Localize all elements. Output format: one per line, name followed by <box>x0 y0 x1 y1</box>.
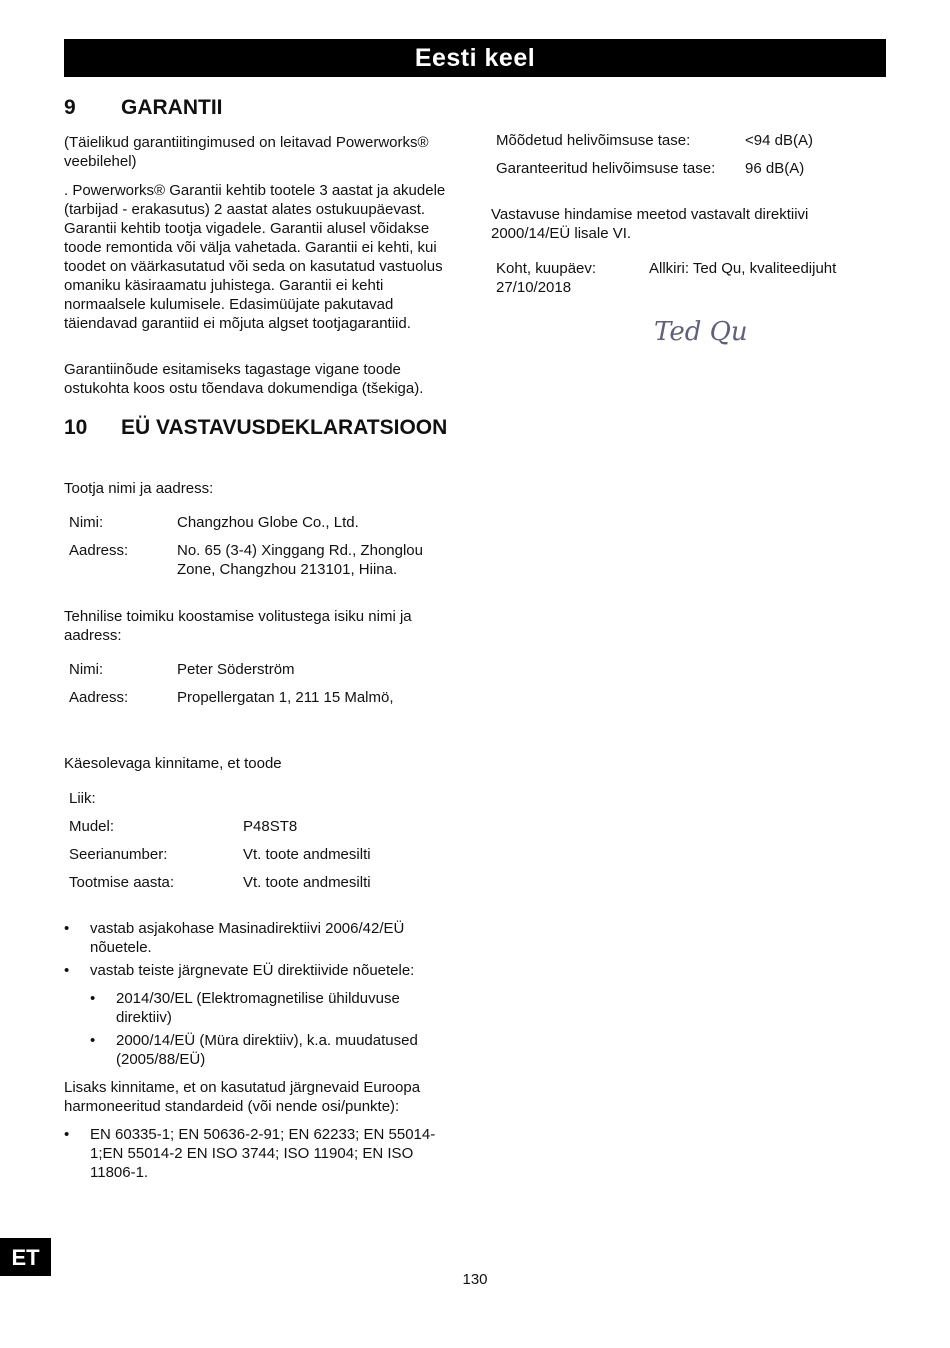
section-10-number: 10 <box>64 416 88 439</box>
product-model-key: Mudel: <box>69 818 115 835</box>
guaranteed-noise-row <box>496 159 886 179</box>
product-type-row <box>69 789 449 809</box>
product-year-key: Tootmise aasta: <box>69 874 175 891</box>
directive-item: • 2014/30/EL (Elektromagnetilise ühilduvuse direktiiv) <box>90 989 450 1027</box>
warranty-intro: (Täielikud garantiitingimused on leitavad Powerworks® veebilehel) <box>64 134 429 170</box>
signature-label: Allkiri: Ted Qu, kvaliteedijuht <box>649 260 837 277</box>
product-type-key: Liik: <box>69 790 96 807</box>
place-date: Koht, kuupäev: 27/10/2018 <box>496 260 597 296</box>
warranty-claim: Garantiinõude esitamiseks tagastage vigane toode ostukohta koos ostu tõendava dokumendiga (tšekiga). <box>64 361 424 397</box>
measured-noise-value: <94 dB(A) <box>745 132 813 149</box>
product-model-value: P48ST8 <box>243 818 298 835</box>
signature-mark: Ted Qu <box>654 317 748 347</box>
manufacturer-name-key: Nimi: <box>69 514 104 531</box>
manufacturer-address-key: Aadress: <box>69 542 129 559</box>
authorized-address-row <box>69 688 449 708</box>
warranty-terms: . Powerworks® Garantii kehtib tootele 3 aastat ja akudele (tarbijad - erakasutus) 2 aastat alates ostukuupäevast. Garantii kehtib tootja vigadele. Garantii alusel võidakse toode remontida või välja vahetada. Garantii ei kehti, kui toodet on väärkasutatud või seda on kasutatud vastuolus omaniku käsiraamatu juhistega. Garantii ei kehti normaalsele kulumisele. Edasimüüjate pakutavad täiendavad garantiid ei mõjuta algset tootjagarantiid. <box>64 182 446 332</box>
product-serial-value: Vt. toote andmesilti <box>243 846 371 863</box>
authorized-address-key: Aadress: <box>69 689 129 706</box>
manufacturer-name-value: Changzhou Globe Co., Ltd. <box>177 514 359 531</box>
measured-noise-key: Mõõdetud helivõimsuse tase: <box>496 132 691 149</box>
section-10-heading <box>64 416 464 464</box>
signature-image <box>652 308 772 350</box>
page-number: 130 <box>462 1271 488 1288</box>
authorized-name-value: Peter Söderström <box>177 661 295 678</box>
standards-list <box>64 1125 459 1186</box>
language-title: Eesti keel <box>414 43 536 72</box>
standards-item: • EN 60335-1; EN 50636-2-91; EN 62233; EN 55014-1;EN 55014-2 EN ISO 3744; ISO 11904; EN ISO 11806-1. <box>64 1125 459 1182</box>
directive-item: • 2000/14/EÜ (Müra direktiiv), k.a. muudatused (2005/88/EÜ) <box>90 1031 450 1069</box>
guaranteed-noise-key: Garanteeritud helivõimsuse tase: <box>496 160 716 177</box>
product-serial-row <box>69 845 449 865</box>
manufacturer-intro: Tootja nimi ja aadress: <box>64 480 214 497</box>
product-model-row <box>69 817 449 837</box>
section-10-title: EÜ VASTAVUSDEKLARATSIOON <box>121 416 448 439</box>
authorized-intro: Tehnilise toimiku koostamise volitustega isiku nimi ja aadress: <box>64 608 412 644</box>
guaranteed-noise-value: 96 dB(A) <box>745 160 805 177</box>
language-tab-label: ET <box>11 1244 40 1270</box>
confirm-intro: Käesolevaga kinnitame, et toode <box>64 755 282 772</box>
manufacturer-name-row <box>69 513 449 533</box>
product-serial-key: Seerianumber: <box>69 846 168 863</box>
authorized-address-value: Propellergatan 1, 211 15 Malmö, <box>177 689 394 706</box>
section-9-heading <box>64 96 464 120</box>
measured-noise-row <box>496 131 886 151</box>
product-year-row <box>69 873 449 893</box>
product-year-value: Vt. toote andmesilti <box>243 874 371 891</box>
compliance-list <box>64 919 444 984</box>
language-banner <box>64 39 886 77</box>
conformity-method: Vastavuse hindamise meetod vastavalt direktiivi 2000/14/EÜ lisale VI. <box>491 206 809 242</box>
directive-list <box>90 989 450 1073</box>
compliance-item: • vastab asjakohase Masinadirektiivi 2006/42/EÜ nõuetele. <box>64 919 444 957</box>
section-9-title: GARANTII <box>121 96 223 119</box>
authorized-name-row <box>69 660 449 680</box>
manufacturer-address-value: No. 65 (3-4) Xinggang Rd., Zhonglou Zone, Changzhou 213101, Hiina. <box>177 542 423 578</box>
authorized-name-key: Nimi: <box>69 661 104 678</box>
manufacturer-address-row <box>69 541 449 581</box>
compliance-item: • vastab teiste järgnevate EÜ direktiivide nõuetele: <box>64 961 444 980</box>
standards-intro: Lisaks kinnitame, et on kasutatud järgnevaid Euroopa harmoneeritud standardeid (või nende osi/punkte): <box>64 1079 421 1115</box>
section-9-number: 9 <box>64 96 76 119</box>
